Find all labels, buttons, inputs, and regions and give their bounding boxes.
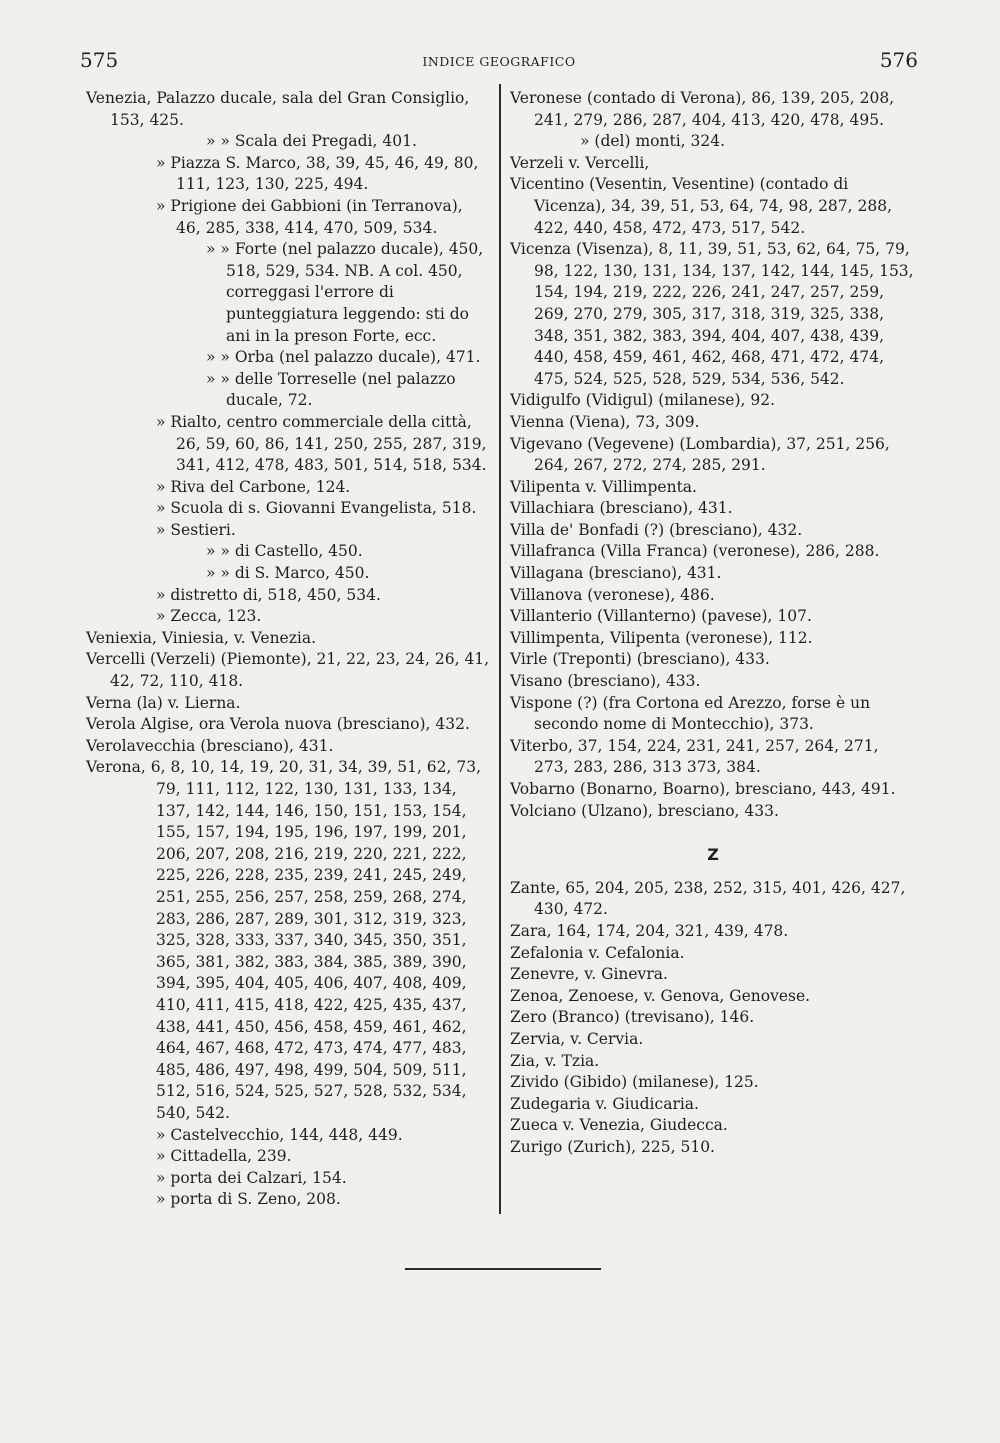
index-entry: Venezia, Palazzo ducale, sala del Gran Consiglio, 153, 425. xyxy=(86,89,470,129)
section-letter-z: Z xyxy=(707,845,719,865)
index-entry: Vercelli (Verzeli) (Piemonte), 21, 22, 23, 24, 26, 41, 42, 72, 110, 418. xyxy=(86,650,490,691)
index-entry: Zero (Branco) (trevisano), 146. xyxy=(510,1008,755,1027)
running-title: INDICE GEOGRAFICO xyxy=(422,54,576,69)
index-entry: » (del) monti, 324. xyxy=(580,132,726,151)
index-entry: » Riva del Carbone, 124. xyxy=(156,477,351,496)
index-entry: Verna (la) v. Lierna. xyxy=(86,693,241,712)
index-entry: Villanterio (Villanterno) (pavese), 107. xyxy=(510,607,812,626)
page-number-right: 576 xyxy=(879,48,918,72)
index-entry: Zervia, v. Cervia. xyxy=(510,1029,644,1048)
left-column xyxy=(86,88,490,1211)
index-entry: » Zecca, 123. xyxy=(156,607,262,626)
page-number-left: 575 xyxy=(80,48,119,72)
index-entry: Vigevano (Vegevene) (Lombardia), 37, 251, 256, 264, 267, 272, 274, 285, 291. xyxy=(510,434,890,475)
right-column xyxy=(510,88,916,1159)
index-entry: Zia, v. Tzia. xyxy=(510,1051,600,1070)
index-entry: Vidigulfo (Vidigul) (milanese), 92. xyxy=(510,391,775,410)
index-entry: Zefalonia v. Cefalonia. xyxy=(510,943,685,962)
index-entry: Zurigo (Zurich), 225, 510. xyxy=(510,1137,715,1156)
index-entry: Zenevre, v. Ginevra. xyxy=(510,965,668,984)
index-entry: Viterbo, 37, 154, 224, 231, 241, 257, 264, 271, 273, 283, 286, 313 373, 384. xyxy=(510,736,879,777)
index-entry-verona: Verona, 6, 8, 10, 14, 19, 20, 31, 34, 39, 51, 62, 73, 79, 111, 112, 122, 130, 131, 133, 134, 137, 142, 144, 146, 150, 151, 153, 154, 155, 157, 194, 195, 196, 197, 199, 201, 206, 207, 208, 216, 219, 220, 221, 222, 225, 226, 228, 235, 239, 241, 245, 249, 251, 255, 256, 257, 258, 259, 268, 274, 283, 286, 287, 289, 301, 312, 319, 323, 325, 328, 333, 337, 340, 345, 350, 351, 365, 381, 382, 383, 384, 385, 389, 390, 394, 395, 404, 405, 406, 407, 408, 409, 410, 411, 415, 418, 422, 425, 435, 437, 438, 441, 450, 456, 458, 459, 461, 462, 464, 467, 468, 472, 473, 474, 477, 483, 485, 486, 497, 498, 499, 504, 509, 511, 512, 516, 524, 525, 527, 528, 532, 534, 540, 542. xyxy=(86,758,482,1122)
index-entry: » » di Castello, 450. xyxy=(206,542,363,561)
index-entry: Verzeli v. Vercelli, xyxy=(510,153,650,172)
index-entry: » Cittadella, 239. xyxy=(156,1147,292,1166)
index-entry: Zara, 164, 174, 204, 321, 439, 478. xyxy=(510,921,789,940)
index-entry: Villafranca (Villa Franca) (veronese), 286, 288. xyxy=(510,542,880,561)
index-entry: Zivido (Gibido) (milanese), 125. xyxy=(510,1073,759,1092)
index-entry: Verolavecchia (bresciano), 431. xyxy=(86,736,334,755)
index-entry: Villagana (bresciano), 431. xyxy=(510,564,722,583)
index-entry: Zueca v. Venezia, Giudecca. xyxy=(510,1116,728,1135)
index-entry: Vobarno (Bonarno, Boarno), bresciano, 443, 491. xyxy=(510,780,896,798)
index-entry: » » Orba (nel palazzo ducale), 471. xyxy=(206,348,481,367)
index-entry: » » Forte (nel palazzo ducale), 450, 518, 529, 534. NB. A col. 450, correggasi l'errore di punteggiatura leggendo: sti do ani in la preson Forte, ecc. xyxy=(206,240,484,345)
index-entry: » Castelvecchio, 144, 448, 449. xyxy=(156,1125,403,1144)
index-entry: Volciano (Ulzano), bresciano, 433. xyxy=(510,801,779,820)
index-entry: » Prigione dei Gabbioni (in Terranova), 46, 285, 338, 414, 470, 509, 534. xyxy=(156,196,463,237)
index-entry: » porta di S. Zeno, 208. xyxy=(156,1190,341,1209)
index-entry: Villa de' Bonfadi (?) (bresciano), 432. xyxy=(510,520,803,539)
index-entry: Virle (Treponti) (bresciano), 433. xyxy=(510,650,770,669)
index-entry: Villachiara (bresciano), 431. xyxy=(510,499,733,518)
index-entry: » Rialto, centro commerciale della città, 26, 59, 60, 86, 141, 250, 255, 287, 319, 341, 412, 478, 483, 501, 514, 518, 534. xyxy=(156,412,487,475)
index-entry: Villimpenta, Vilipenta (veronese), 112. xyxy=(510,628,813,647)
index-entry: » porta dei Calzari, 154. xyxy=(156,1168,347,1187)
index-entry: » » Scala dei Pregadi, 401. xyxy=(206,132,417,151)
index-entry: Vienna (Viena), 73, 309. xyxy=(510,412,700,431)
index-entry: » Piazza S. Marco, 38, 39, 45, 46, 49, 80, 111, 123, 130, 225, 494. xyxy=(156,153,479,194)
index-entry: Veronese (contado di Verona), 86, 139, 205, 208, 241, 279, 286, 287, 404, 413, 420, 478, 495. xyxy=(510,89,895,129)
column-divider xyxy=(499,84,501,1214)
index-entry: Zante, 65, 204, 205, 238, 252, 315, 401, 426, 427, 430, 472. xyxy=(510,878,906,919)
index-entry: Villanova (veronese), 486. xyxy=(510,585,715,604)
index-entry: Vispone (?) (fra Cortona ed Arezzo, forse è un secondo nome di Montecchio), 373. xyxy=(510,693,871,734)
page-header xyxy=(80,48,918,78)
index-entry: Veniexia, Viniesia, v. Venezia. xyxy=(86,628,317,647)
index-entry: Vicenza (Visenza), 8, 11, 39, 51, 53, 62, 64, 75, 79, 98, 122, 130, 131, 134, 137, 142, 144, 145, 153, 154, 194, 219, 222, 226, 241, 247, 257, 259, 269, 270, 279, 305, 317, 318, 319, 325, 338, 348, 351, 382, 383, 394, 404, 407, 438, 439, 440, 458, 459, 461, 462, 468, 471, 472, 474, 475, 524, 525, 528, 529, 534, 536, 542. xyxy=(510,240,914,388)
index-entry: » » di S. Marco, 450. xyxy=(206,564,370,583)
index-entry: » Scuola di s. Giovanni Evangelista, 518. xyxy=(156,499,477,518)
index-entry: » Sestieri. xyxy=(156,520,236,539)
index-entry: Verola Algise, ora Verola nuova (bresciano), 432. xyxy=(86,715,470,734)
index-entry: » » delle Torreselle (nel palazzo ducale, 72. xyxy=(206,369,456,410)
index-entry: Zenoa, Zenoese, v. Genova, Genovese. xyxy=(510,986,811,1005)
index-entry: Vicentino (Vesentin, Vesentine) (contado di Vicenza), 34, 39, 51, 53, 64, 74, 98, 287, 288, 422, 440, 458, 472, 473, 517, 542. xyxy=(510,175,893,237)
index-entry: Visano (bresciano), 433. xyxy=(510,672,701,691)
index-entry: Zudegaria v. Giudicaria. xyxy=(510,1094,699,1113)
index-entry: » distretto di, 518, 450, 534. xyxy=(156,585,381,604)
closing-rule xyxy=(405,1268,601,1270)
index-entry: Vilipenta v. Villimpenta. xyxy=(510,477,697,496)
